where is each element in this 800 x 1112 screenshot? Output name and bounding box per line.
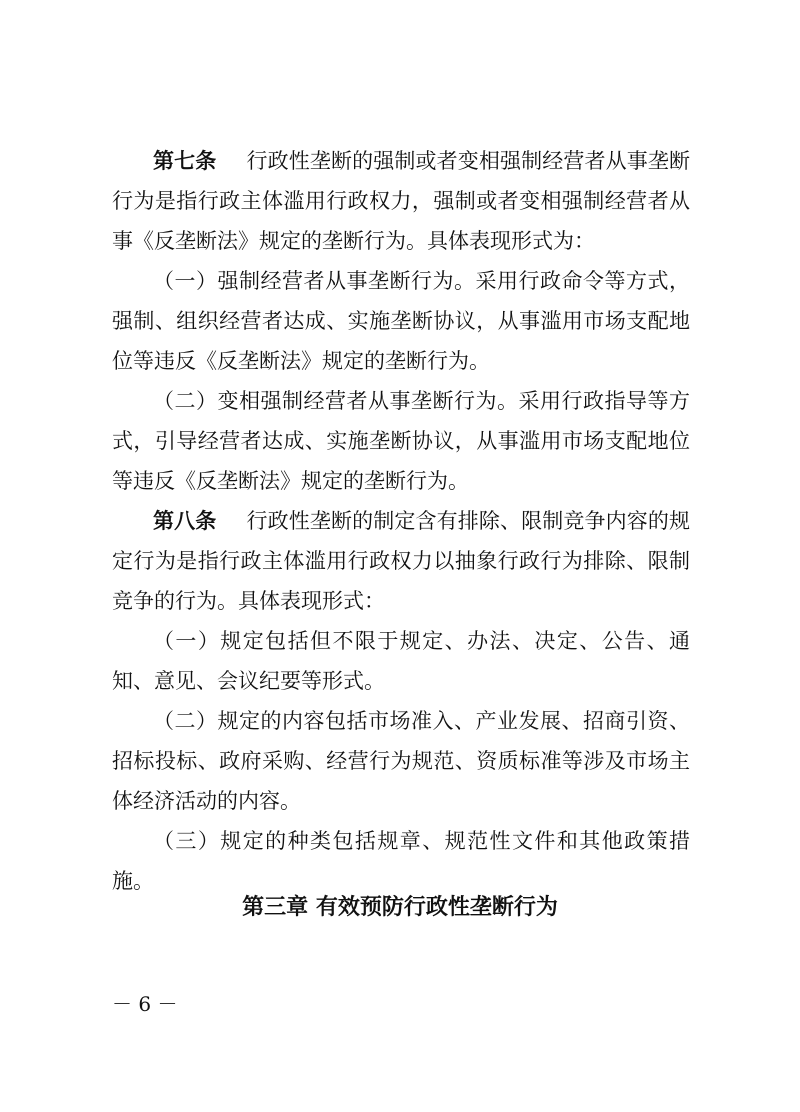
article-8-line: 竞争的行为。具体表现形式：	[112, 589, 385, 613]
article-8-line: 知、意见、会议纪要等形式。	[112, 669, 385, 693]
article-7-line: （一）强制经营者从事垄断行为。采用行政命令等方式，	[153, 269, 690, 293]
page-number: － 6 －	[112, 992, 178, 1016]
article-7-line: （二）变相强制经营者从事垄断行为。采用行政指导等方	[153, 389, 690, 413]
article-8-line: 体经济活动的内容。	[112, 789, 301, 813]
article-8-line: 定行为是指行政主体滥用行政权力以抽象行政行为排除、限制	[112, 549, 690, 573]
article-7-line: 事《反垄断法》规定的垄断行为。具体表现形式为：	[112, 229, 595, 253]
article-7-line: 等违反《反垄断法》规定的垄断行为。	[112, 469, 469, 493]
chapter-heading: 第三章 有效预防行政性垄断行为	[242, 895, 558, 920]
article-8-line: （三）规定的种类包括规章、规范性文件和其他政策措	[153, 829, 690, 853]
article-8-line: （一）规定包括但不限于规定、办法、决定、公告、通	[153, 629, 690, 653]
article-8-line: 施。	[112, 869, 154, 893]
article-7-line: 第七条 行政性垄断的强制或者变相强制经营者从事垄断	[153, 149, 690, 173]
article-8-line: 第八条 行政性垄断的制定含有排除、限制竞争内容的规	[153, 509, 690, 533]
article-8-title: 第八条	[153, 509, 217, 533]
article-7-title: 第七条	[153, 149, 217, 173]
article-8-line: 招标投标、政府采购、经营行为规范、资质标准等涉及市场主	[112, 749, 690, 773]
article-7-line: 行为是指行政主体滥用行政权力，强制或者变相强制经营者从	[112, 189, 690, 213]
article-8-line: （二）规定的内容包括市场准入、产业发展、招商引资、	[153, 709, 690, 733]
article-7-line: 式，引导经营者达成、实施垄断协议，从事滥用市场支配地位	[112, 429, 690, 453]
article-7-line: 强制、组织经营者达成、实施垄断协议，从事滥用市场支配地	[112, 309, 690, 333]
article-7-line: 位等违反《反垄断法》规定的垄断行为。	[112, 349, 490, 373]
